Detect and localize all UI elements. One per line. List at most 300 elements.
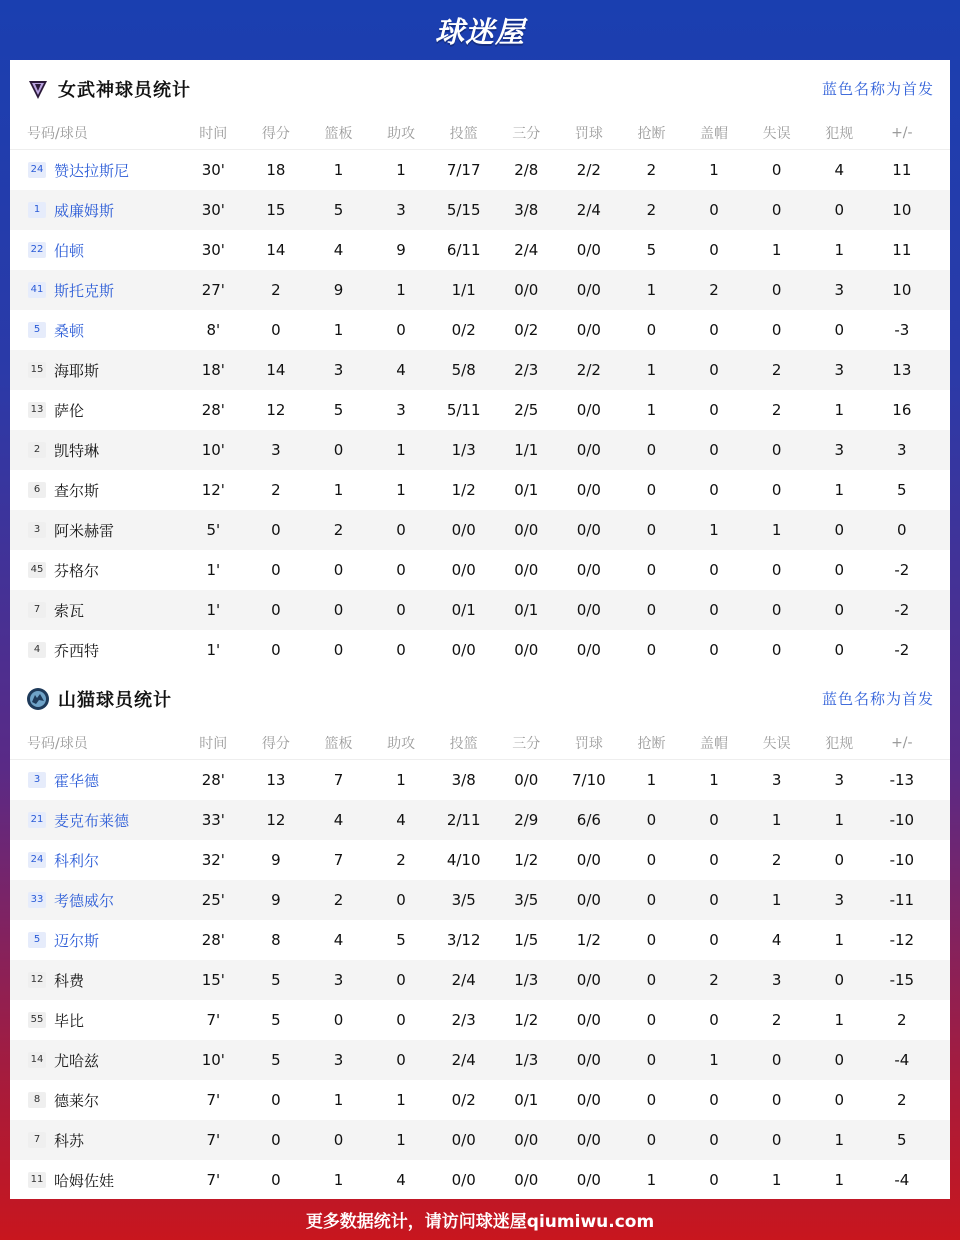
table-row [10, 190, 950, 230]
column-header: 盖帽 [700, 126, 729, 142]
player-name[interactable]: 霍华德 [54, 771, 100, 790]
starter-legend-note: 蓝色名称为首发 [821, 80, 934, 98]
stat-points: 2 [271, 481, 281, 499]
stat-fouls: 3 [834, 281, 844, 299]
jersey-number-badge: 15 [28, 362, 46, 378]
player-cell [10, 400, 182, 421]
stat-ft: 0/0 [576, 1091, 601, 1109]
jersey-number-badge: 13 [28, 402, 46, 418]
column-header: 篮板 [324, 736, 353, 752]
stat-plusminus: -13 [889, 771, 915, 789]
stat-ft: 6/6 [576, 811, 601, 829]
table-row [10, 1040, 950, 1080]
stat-time: 32' [201, 851, 225, 869]
column-header: 时间 [199, 126, 228, 142]
stat-steals: 0 [646, 931, 657, 949]
player-cell [10, 1010, 182, 1031]
stat-three: 1/2 [514, 1011, 539, 1029]
stat-assists: 4 [396, 361, 406, 379]
stat-plusminus: -10 [889, 851, 915, 869]
stat-assists: 0 [396, 971, 406, 989]
stat-ft: 0/0 [576, 521, 601, 539]
stat-time: 30' [201, 161, 225, 179]
player-name: 凯特琳 [54, 441, 100, 460]
stat-ft: 0/0 [576, 1011, 601, 1029]
table-row [10, 880, 950, 920]
table-row [10, 960, 950, 1000]
footer-banner [0, 1199, 960, 1240]
stat-assists: 0 [396, 1051, 406, 1069]
stat-steals: 0 [646, 441, 657, 459]
table-row [10, 550, 950, 590]
jersey-number-badge: 41 [28, 282, 46, 298]
stat-time: 7' [206, 1171, 221, 1189]
stat-blocks: 0 [709, 241, 719, 259]
column-header: 犯规 [825, 126, 854, 142]
stat-fg: 7/17 [446, 161, 481, 179]
stat-rebounds: 7 [333, 771, 344, 789]
stat-fg: 1/2 [451, 481, 476, 499]
stat-fg: 3/5 [451, 891, 476, 909]
stat-assists: 0 [396, 1011, 406, 1029]
jersey-number-badge: 5 [28, 322, 46, 338]
stat-ft: 0/0 [576, 891, 601, 909]
stat-points: 0 [271, 601, 281, 619]
stat-fouls: 0 [834, 601, 844, 619]
player-name[interactable]: 斯托克斯 [54, 281, 115, 300]
stat-blocks: 0 [709, 1131, 719, 1149]
jersey-number-badge: 7 [28, 602, 46, 618]
stat-fg: 6/11 [446, 241, 481, 259]
stat-rebounds: 0 [333, 601, 344, 619]
stat-blocks: 0 [709, 811, 719, 829]
stat-three: 1/3 [514, 1051, 539, 1069]
section-title-group [26, 686, 172, 712]
stat-rebounds: 1 [333, 1091, 344, 1109]
stat-rebounds: 5 [333, 401, 344, 419]
stat-steals: 0 [646, 1131, 657, 1149]
stat-plusminus: 13 [892, 361, 912, 379]
stat-turnovers: 0 [771, 1091, 782, 1109]
stat-time: 28' [201, 401, 225, 419]
table-row [10, 920, 950, 960]
stat-plusminus: -10 [889, 811, 915, 829]
stat-time: 33' [201, 811, 225, 829]
stat-fouls: 0 [834, 971, 844, 989]
player-name[interactable]: 威廉姆斯 [54, 201, 115, 220]
stat-rebounds: 4 [333, 811, 344, 829]
stat-fg: 0/1 [451, 601, 476, 619]
stat-fg: 1/1 [451, 281, 476, 299]
stat-time: 1' [206, 641, 221, 659]
brand-header [0, 0, 960, 60]
column-header: 号码/球员 [27, 126, 88, 142]
column-header: 篮板 [324, 126, 353, 142]
player-name[interactable]: 迈尔斯 [54, 931, 100, 950]
stat-rebounds: 4 [333, 241, 344, 259]
stat-time: 15' [201, 971, 225, 989]
stat-fg: 0/0 [451, 641, 476, 659]
player-cell [10, 1090, 182, 1111]
stat-assists: 0 [396, 601, 406, 619]
stat-plusminus: 16 [892, 401, 912, 419]
stat-plusminus: -4 [894, 1171, 910, 1189]
stat-fouls: 0 [834, 641, 844, 659]
jersey-number-badge: 12 [28, 972, 46, 988]
column-header: 时间 [199, 736, 228, 752]
stat-rebounds: 0 [333, 641, 344, 659]
table-row [10, 760, 950, 800]
stat-ft: 0/0 [576, 851, 601, 869]
stat-points: 12 [266, 401, 286, 419]
player-name[interactable]: 桑顿 [54, 321, 85, 340]
column-header: 罚球 [574, 736, 603, 752]
stat-turnovers: 0 [771, 641, 782, 659]
player-cell [10, 1130, 182, 1151]
stat-blocks: 1 [709, 771, 719, 789]
stat-three: 1/3 [514, 971, 539, 989]
stat-ft: 0/0 [576, 641, 601, 659]
stat-turnovers: 0 [771, 281, 782, 299]
stat-three: 2/4 [514, 241, 539, 259]
stat-three: 0/2 [514, 321, 539, 339]
jersey-number-badge: 2 [28, 442, 46, 458]
player-name[interactable]: 科利尔 [54, 851, 100, 870]
starter-legend-note: 蓝色名称为首发 [821, 690, 934, 708]
stat-ft: 0/0 [576, 1051, 601, 1069]
stat-rebounds: 7 [333, 851, 344, 869]
stat-fg: 2/11 [446, 811, 481, 829]
player-cell [10, 320, 182, 341]
column-header: 投篮 [449, 126, 478, 142]
stat-assists: 4 [396, 1171, 406, 1189]
stat-rebounds: 3 [333, 361, 344, 379]
stat-fg: 0/0 [451, 521, 476, 539]
stat-three: 1/5 [514, 931, 539, 949]
stat-turnovers: 1 [771, 241, 782, 259]
stat-three: 1/1 [514, 441, 539, 459]
stat-turnovers: 1 [771, 1171, 782, 1189]
stat-plusminus: -12 [889, 931, 915, 949]
stat-assists: 4 [396, 811, 406, 829]
stat-blocks: 0 [709, 1171, 719, 1189]
stat-rebounds: 0 [333, 441, 344, 459]
stat-points: 14 [266, 241, 286, 259]
stat-plusminus: -15 [889, 971, 915, 989]
table-row [10, 1000, 950, 1040]
stat-blocks: 0 [709, 641, 719, 659]
stat-assists: 1 [396, 1131, 406, 1149]
stat-turnovers: 1 [771, 521, 782, 539]
stat-plusminus: 2 [897, 1091, 907, 1109]
stat-three: 2/3 [514, 361, 539, 379]
stat-turnovers: 0 [771, 1131, 782, 1149]
jersey-number-badge: 1 [28, 202, 46, 218]
player-cell [10, 560, 182, 581]
stat-fouls: 1 [834, 811, 844, 829]
stat-blocks: 1 [709, 521, 719, 539]
stat-assists: 1 [396, 481, 406, 499]
stat-assists: 1 [396, 1091, 406, 1109]
stat-fouls: 0 [834, 1051, 844, 1069]
stat-rebounds: 4 [333, 931, 344, 949]
table-row [10, 430, 950, 470]
stat-fg: 0/2 [451, 321, 476, 339]
stat-fg: 0/0 [451, 1131, 476, 1149]
jersey-number-badge: 24 [28, 852, 46, 868]
stat-three: 0/0 [514, 771, 539, 789]
player-cell [10, 480, 182, 501]
player-name: 毕比 [54, 1011, 85, 1030]
stat-points: 0 [271, 521, 281, 539]
player-name: 查尔斯 [54, 481, 100, 500]
stat-steals: 0 [646, 641, 657, 659]
stat-blocks: 0 [709, 851, 719, 869]
team-section [10, 60, 950, 670]
section-title: 山猫球员统计 [58, 689, 172, 711]
stat-fg: 3/12 [446, 931, 481, 949]
stat-steals: 0 [646, 851, 657, 869]
stat-steals: 0 [646, 971, 657, 989]
column-header: 得分 [261, 736, 290, 752]
player-cell [10, 810, 182, 831]
stat-fg: 2/4 [451, 971, 476, 989]
table-row [10, 510, 950, 550]
player-cell [10, 600, 182, 621]
player-cell [10, 930, 182, 951]
player-name[interactable]: 伯顿 [54, 241, 85, 260]
player-cell [10, 850, 182, 871]
lynx-logo-icon [26, 687, 50, 711]
player-name: 尤哈兹 [54, 1051, 100, 1070]
column-header: 投篮 [449, 736, 478, 752]
stat-plusminus: -4 [894, 1051, 910, 1069]
stat-fg: 5/8 [451, 361, 476, 379]
stat-blocks: 0 [709, 201, 719, 219]
stat-plusminus: 11 [892, 161, 912, 179]
stat-three: 0/0 [514, 561, 539, 579]
table-row [10, 1120, 950, 1160]
player-name: 阿米赫雷 [54, 521, 115, 540]
player-name: 海耶斯 [54, 361, 100, 380]
table-row [10, 840, 950, 880]
stat-points: 0 [271, 321, 281, 339]
stat-plusminus: 5 [897, 481, 907, 499]
stat-blocks: 0 [709, 891, 719, 909]
stat-steals: 0 [646, 1091, 657, 1109]
player-name[interactable]: 麦克布莱德 [54, 811, 130, 830]
table-row [10, 310, 950, 350]
stat-steals: 0 [646, 1011, 657, 1029]
table-header-row [10, 117, 950, 150]
stat-plusminus: 10 [892, 201, 912, 219]
stat-fouls: 1 [834, 1131, 844, 1149]
stat-plusminus: 11 [892, 241, 912, 259]
stat-fg: 2/3 [451, 1011, 476, 1029]
stat-turnovers: 2 [771, 1011, 782, 1029]
table-row [10, 150, 950, 190]
stat-ft: 0/0 [576, 1131, 601, 1149]
stat-fouls: 3 [834, 771, 844, 789]
stat-steals: 1 [646, 281, 657, 299]
stat-ft: 0/0 [576, 481, 601, 499]
stat-assists: 0 [396, 521, 406, 539]
stat-plusminus: 10 [892, 281, 912, 299]
player-name[interactable]: 赞达拉斯尼 [54, 161, 130, 180]
stat-steals: 2 [646, 201, 657, 219]
column-header: 失误 [762, 126, 791, 142]
stat-time: 8' [206, 321, 221, 339]
table-row [10, 270, 950, 310]
stat-steals: 0 [646, 891, 657, 909]
player-cell [10, 1050, 182, 1071]
stat-rebounds: 9 [333, 281, 344, 299]
column-header: 罚球 [574, 126, 603, 142]
stat-time: 7' [206, 1011, 221, 1029]
stat-rebounds: 1 [333, 1171, 344, 1189]
stat-rebounds: 2 [333, 891, 344, 909]
player-name: 萨伦 [54, 401, 85, 420]
player-cell [10, 770, 182, 791]
jersey-number-badge: 3 [28, 772, 46, 788]
footer-text: 更多数据统计，请访问球迷屋qiumiwu.com [305, 1212, 655, 1232]
stat-steals: 1 [646, 361, 657, 379]
stat-fouls: 0 [834, 1091, 844, 1109]
stat-steals: 1 [646, 401, 657, 419]
stat-fouls: 4 [834, 161, 844, 179]
stat-points: 14 [266, 361, 286, 379]
stat-time: 25' [201, 891, 225, 909]
jersey-number-badge: 3 [28, 522, 46, 538]
stat-time: 28' [201, 931, 225, 949]
stat-turnovers: 0 [771, 321, 782, 339]
table-row [10, 590, 950, 630]
stat-points: 0 [271, 561, 281, 579]
stat-points: 5 [271, 1051, 281, 1069]
stat-rebounds: 0 [333, 1011, 344, 1029]
stat-three: 3/8 [514, 201, 539, 219]
stat-ft: 0/0 [576, 281, 601, 299]
stat-fg: 2/4 [451, 1051, 476, 1069]
stat-three: 3/5 [514, 891, 539, 909]
stat-assists: 1 [396, 441, 406, 459]
player-name[interactable]: 考德威尔 [54, 891, 115, 910]
stat-three: 0/0 [514, 281, 539, 299]
column-header: +/- [891, 735, 913, 751]
column-header: 三分 [512, 736, 541, 752]
stat-steals: 0 [646, 521, 657, 539]
stat-time: 30' [201, 201, 225, 219]
column-header: 三分 [512, 126, 541, 142]
stat-turnovers: 2 [771, 851, 782, 869]
player-cell [10, 640, 182, 661]
table-row [10, 470, 950, 510]
stat-ft: 0/0 [576, 321, 601, 339]
player-cell [10, 1170, 182, 1191]
stat-steals: 0 [646, 321, 657, 339]
stat-rebounds: 0 [333, 561, 344, 579]
stat-fouls: 0 [834, 521, 844, 539]
stat-rebounds: 5 [333, 201, 344, 219]
stat-assists: 1 [396, 281, 406, 299]
stat-three: 2/5 [514, 401, 539, 419]
stat-points: 0 [271, 1131, 281, 1149]
stat-ft: 0/0 [576, 441, 601, 459]
stat-blocks: 0 [709, 441, 719, 459]
stat-ft: 7/10 [572, 771, 606, 789]
stat-blocks: 0 [709, 1091, 719, 1109]
player-cell [10, 890, 182, 911]
stat-assists: 1 [396, 771, 406, 789]
stat-time: 7' [206, 1091, 221, 1109]
player-name: 乔西特 [54, 641, 100, 660]
column-header: 失误 [762, 736, 791, 752]
stat-fg: 4/10 [446, 851, 481, 869]
stat-fg: 5/11 [446, 401, 481, 419]
stat-fouls: 3 [834, 361, 844, 379]
jersey-number-badge: 8 [28, 1092, 46, 1108]
stat-ft: 0/0 [576, 561, 601, 579]
player-name: 芬格尔 [54, 561, 100, 580]
table-row [10, 350, 950, 390]
column-header: 助攻 [387, 126, 416, 142]
brand-logo-text: 球迷屋 [434, 14, 525, 49]
jersey-number-badge: 33 [28, 892, 46, 908]
stat-fouls: 1 [834, 1171, 844, 1189]
stat-three: 0/0 [514, 521, 539, 539]
column-header: 抢断 [637, 126, 666, 142]
stat-time: 30' [201, 241, 225, 259]
stat-assists: 1 [396, 161, 406, 179]
stat-fouls: 1 [834, 401, 844, 419]
stat-assists: 5 [396, 931, 406, 949]
stat-rebounds: 3 [333, 1051, 344, 1069]
stat-points: 0 [271, 1091, 281, 1109]
stat-plusminus: -3 [894, 321, 910, 339]
stat-three: 1/2 [514, 851, 539, 869]
player-cell [10, 440, 182, 461]
section-header [10, 670, 950, 727]
stat-assists: 0 [396, 891, 406, 909]
stat-turnovers: 0 [771, 601, 782, 619]
stat-blocks: 0 [709, 481, 719, 499]
stat-blocks: 0 [709, 401, 719, 419]
stat-plusminus: -2 [894, 601, 910, 619]
stat-time: 28' [201, 771, 225, 789]
stat-turnovers: 0 [771, 161, 782, 179]
stat-blocks: 1 [709, 1051, 719, 1069]
table-row [10, 630, 950, 670]
stat-turnovers: 3 [771, 771, 782, 789]
stat-rebounds: 1 [333, 481, 344, 499]
stat-turnovers: 1 [771, 811, 782, 829]
section-title-group [26, 76, 191, 102]
player-cell [10, 160, 182, 181]
stat-ft: 0/0 [576, 601, 601, 619]
column-header: 号码/球员 [27, 736, 88, 752]
stat-three: 0/0 [514, 641, 539, 659]
jersey-number-badge: 6 [28, 482, 46, 498]
stat-assists: 9 [396, 241, 406, 259]
player-name: 科苏 [54, 1131, 85, 1150]
stat-ft: 0/0 [576, 971, 601, 989]
stat-points: 9 [271, 891, 281, 909]
stat-turnovers: 0 [771, 481, 782, 499]
column-header: +/- [891, 125, 913, 141]
stat-points: 8 [271, 931, 281, 949]
stat-plusminus: 0 [897, 521, 907, 539]
stat-rebounds: 1 [333, 321, 344, 339]
